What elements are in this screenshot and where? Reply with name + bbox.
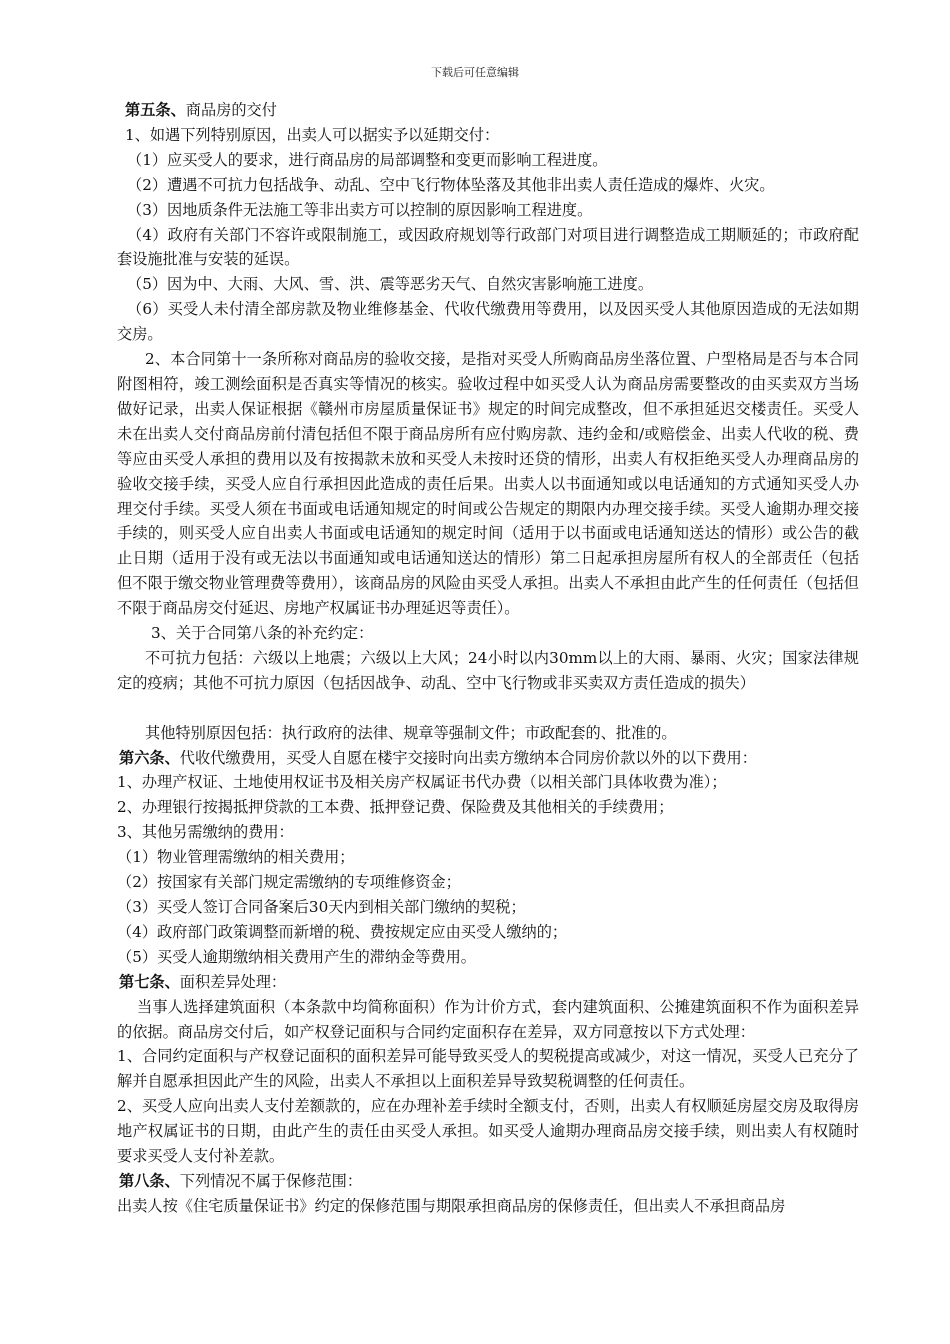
section-5-reason-4: （4）政府有关部门不容许或限制施工，或因政府规划等行政部门对项目进行调整造成工期顺延的；市政府配套设施批准与安装的延误。 xyxy=(117,225,859,269)
special-reasons: 其他特别原因包括：执行政府的法律、规章等强制文件；市政配套的、批准的。 xyxy=(145,723,677,742)
section-6-fee-1: （1）物业管理需缴纳的相关费用； xyxy=(117,848,355,867)
blank-line xyxy=(117,696,859,721)
section-7-title: 面积差异处理： xyxy=(179,972,287,991)
section-7-item-1: 1、合同约定面积与产权登记面积的面积差异可能导致买受人的契税提高或减少，对这一情况，买受人已充分了解并自愿承担因此产生的风险，出卖人不承担以上面积差异导致契税调整的任何责任。 xyxy=(117,1047,859,1091)
section-6-fee-4: （4）政府部门政策调整而新增的税、费按规定应由买受人缴纳的； xyxy=(117,922,568,941)
section-7-item-2: 2、买受人应向出卖人支付差额款的，应在办理补差手续时全额支付，否则，出卖人有权顺延房屋交房及取得房地产权属证书的日期，由此产生的责任由买受人承担。如买受人逾期办理商品房交接手续，则出卖人有权随时要求买受人支付补差款。 xyxy=(117,1097,859,1166)
section-8-text: 出卖人按《住宅质量保证书》约定的保修范围与期限承担商品房的保修责任，但出卖人不承担商品房 xyxy=(117,1196,786,1215)
section-6-label: 第六条、 xyxy=(119,748,180,767)
document-body xyxy=(117,98,859,1219)
section-5-item-2: 2、本合同第十一条所称对商品房的验收交接，是指对买受人所购商品房坐落位置、户型格局是否与本合同附图相符，竣工测绘面积是否真实等情况的核实。验收过程中如买受人认为商品房需要整改的由买卖双方当场做好记录，出卖人保证根据《赣州市房屋质量保证书》规定的时间完成整改，但不承担延迟交楼责任。买受人未在出卖人交付商品房前付清包括但不限于商品房所有应付购房款、违约金和/或赔偿金、出卖人代收的税、费等应由买受人承担的费用以及有按揭款未放和买受人未按时还贷的情形，出卖人有权拒绝买受人办理商品房的验收交接手续，买受人应自行承担因此造成的责任后果。出卖人以书面通知或以电话通知的方式通知买受人办理交付手续。买受人须在书面或电话通知规定的时间或公告规定的期限内办理交接手续。买受人逾期办理交接手续的，则买受人应自出卖人书面或电话通知的规定时间（适用于以书面或电话通知送达的情形）或公告的截止日期（适用于没有或无法以书面通知或电话通知送达的情形）第二日起承担房屋所有权人的全部责任（包括但不限于缴交物业管理费等费用），该商品房的风险由买受人承担。出卖人不承担由此产生的任何责任（包括但不限于商品房交付延迟、房地产权属证书办理延迟等责任）。 xyxy=(117,350,859,618)
section-5-heading xyxy=(117,98,859,123)
section-7-intro: 当事人选择建筑面积（本条款中均简称面积）作为计价方式，套内建筑面积、公摊建筑面积不作为面积差异的依据。商品房交付后，如产权登记面积与合同约定面积存在差异，双方同意按以下方式处理： xyxy=(117,997,859,1041)
section-7-heading xyxy=(117,970,859,995)
section-8-title: 下列情况不属于保修范围： xyxy=(179,1171,362,1190)
force-majeure-definition: 不可抗力包括：六级以上地震；六级以上大风；24小时以内30mm以上的大雨、暴雨、火灾；国家法律规定的疫病；其他不可抗力原因（包括因战争、动乱、空中飞行物或非买卖双方责任造成的损失） xyxy=(117,648,859,692)
section-8-heading xyxy=(117,1169,859,1194)
section-5-title: 商品房的交付 xyxy=(185,101,277,119)
section-7-label: 第七条、 xyxy=(119,972,180,991)
section-8-label: 第八条、 xyxy=(119,1171,180,1190)
section-5-reason-2: （2）遭遇不可抗力包括战争、动乱、空中飞行物体坠落及其他非出卖人责任造成的爆炸、火灾。 xyxy=(127,175,775,194)
section-5-reason-3: （3）因地质条件无法施工等非出卖方可以控制的原因影响工程进度。 xyxy=(127,200,593,219)
section-6-item-3: 3、其他另需缴纳的费用： xyxy=(117,823,294,842)
section-6-fee-2: （2）按国家有关部门规定需缴纳的专项维修资金； xyxy=(117,873,461,892)
section-5-reason-5: （5）因为中、大雨、大风、雪、洪、震等恶劣天气、自然灾害影响施工进度。 xyxy=(127,275,654,294)
section-6-item-2: 2、办理银行按揭抵押贷款的工本费、抵押登记费、保险费及其他相关的手续费用； xyxy=(117,798,674,817)
section-5-item-1: 1、如遇下列特别原因，出卖人可以据实予以延期交付： xyxy=(125,125,500,144)
section-5-label: 第五条、 xyxy=(125,101,186,119)
section-5-reason-6: （6）买受人未付清全部房款及物业维修基金、代收代缴费用等费用，以及因买受人其他原因造成的无法如期交房。 xyxy=(117,300,859,344)
section-5-item-3: 3、关于合同第八条的补充约定： xyxy=(151,624,374,643)
section-5-reason-1: （1）应买受人的要求，进行商品房的局部调整和变更而影响工程进度。 xyxy=(127,150,608,169)
section-6-item-1: 1、办理产权证、土地使用权证书及相关房产权属证书代办费（以相关部门具体收费为准）； xyxy=(117,773,727,792)
section-6-fee-3: （3）买受人签订合同备案后30天内到相关部门缴纳的契税； xyxy=(117,897,526,916)
page-header: 下载后可任意编辑 xyxy=(431,66,519,79)
section-6-fee-5: （5）买受人逾期缴纳相关费用产生的滞纳金等费用。 xyxy=(117,947,476,966)
section-6-heading xyxy=(117,746,859,771)
section-6-title: 代收代缴费用，买受人自愿在楼宇交接时向出卖方缴纳本合同房价款以外的以下费用： xyxy=(179,748,757,767)
